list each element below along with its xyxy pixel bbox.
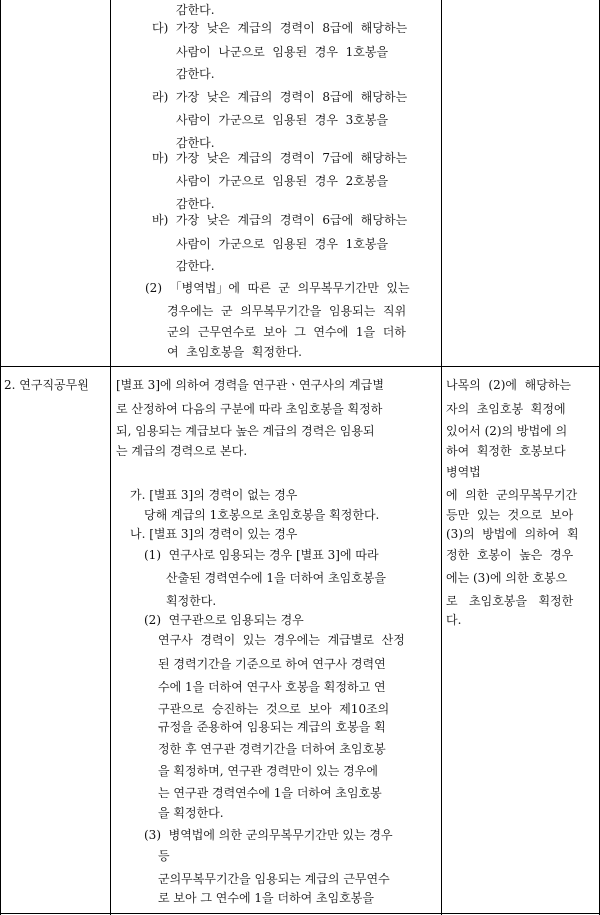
- text-line: 획정한다.: [166, 594, 217, 608]
- row-divider: [0, 366, 600, 367]
- text-line: (2) 「병역법」에 따른 군 의무복무기간만 있는: [145, 281, 410, 295]
- text-line: (3) 병역법에 의한 군의무복무기간만 있는 경우: [144, 828, 393, 842]
- text-line: 있어서 (2)의 방법에 의: [446, 424, 568, 438]
- text-line: 수에 1을 더하여 연구사 호봉을 획정하고 연: [158, 680, 386, 694]
- text-line: 사람이 가군으로 임용된 경우 1호봉을: [176, 237, 389, 251]
- text-line: 바) 가장 낮은 계급의 경력이 6급에 해당하는: [152, 213, 408, 227]
- text-line: 정한 후 연구관 경력기간을 더하여 초임호봉: [158, 742, 386, 756]
- text-line: 나목의 (2)에 해당하는: [446, 378, 571, 392]
- text-line: 군의무복무기간을 임용되는 계급의 근무연수: [158, 872, 390, 886]
- text-line: [별표 3]에 의하여 경력을 연구관ㆍ연구사의 계급별: [116, 378, 384, 392]
- text-line: 로 보아 그 연수에 1을 더하여 초임호봉을: [158, 891, 374, 905]
- text-line: 감한다.: [176, 136, 215, 150]
- text-line: 연구사 경력이 있는 경우에는 계급별로 산정: [158, 633, 405, 647]
- text-line: 된 경력기간을 기준으로 하여 연구사 경력연: [158, 657, 386, 671]
- text-line: 라) 가장 낮은 계급의 경력이 8급에 해당하는: [152, 90, 408, 104]
- text-line: 정한 호봉이 높은 경우: [446, 548, 574, 562]
- table-left-border: [0, 0, 1, 915]
- text-line: 구관으로 승진하는 것으로 보아 제10조의: [158, 702, 390, 716]
- text-line: 가. [별표 3]의 경력이 없는 경우: [130, 488, 298, 502]
- text-line: 에 의한 군의무복무기간: [446, 488, 578, 502]
- text-line: 나. [별표 3]의 경력이 있는 경우: [130, 527, 298, 541]
- column-divider-1: [110, 0, 111, 915]
- text-line: (2) 연구관으로 임용되는 경우: [144, 613, 304, 627]
- text-line: 등만 있는 것으로 보아: [446, 508, 574, 522]
- text-line: 감한다.: [176, 197, 215, 211]
- text-line: 사람이 가군으로 임용된 경우 2호봉을: [176, 174, 389, 188]
- text-line: 되, 임용되는 계급보다 높은 계급의 경력은 임용되: [116, 424, 375, 438]
- text-line: 다.: [446, 613, 462, 627]
- text-line: 다) 가장 낮은 계급의 경력이 8급에 해당하는: [152, 21, 408, 35]
- text-line: 로 초임호봉을 획정한: [446, 594, 574, 608]
- text-line: 로 산정하여 다음의 구분에 따라 초임호봉을 획정하: [116, 402, 383, 416]
- table-bottom-border: [0, 913, 600, 914]
- text-line: 하여 획정한 호봉보다: [446, 444, 566, 458]
- text-line: 마) 가장 낮은 계급의 경력이 7급에 해당하는: [152, 151, 408, 165]
- text-line: 사람이 가군으로 임용된 경우 3호봉을: [176, 113, 389, 127]
- text-line: 규정을 준용하여 임용되는 계급의 호봉을 획: [158, 720, 386, 734]
- text-line: 는 계급의 경력으로 본다.: [116, 444, 248, 458]
- text-line: 에는 (3)에 의한 호봉으: [446, 571, 568, 585]
- text-line: (3)의 방법에 의하여 획: [446, 527, 579, 541]
- text-line: 는 연구관 경력연수에 1을 더하여 초임호봉: [158, 786, 382, 800]
- text-line: 사람이 나군으로 임용된 경우 1호봉을: [176, 45, 389, 59]
- text-line: 여 초임호봉을 획정한다.: [167, 345, 302, 359]
- category-label: 2. 연구직공무원: [4, 378, 89, 392]
- text-line: 산출된 경력연수에 1을 더하여 초임호봉을: [166, 571, 386, 585]
- text-line: 당해 계급의 1호봉으로 초임호봉을 획정한다.: [144, 508, 380, 522]
- text-line: 을 획정하며, 연구관 경력만이 있는 경우에: [158, 764, 378, 778]
- text-line: 을 획정한다.: [158, 806, 224, 820]
- text-line: 경우에는 군 의무복무기간을 임용되는 직위: [167, 304, 407, 318]
- text-line: 등: [158, 849, 170, 863]
- text-line: 감한다.: [176, 67, 215, 81]
- text-line: 자의 초임호봉 획정에: [446, 402, 566, 416]
- column-divider-2: [441, 0, 442, 915]
- text-line: 감한다.: [176, 259, 215, 273]
- text-line: 감한다.: [176, 3, 215, 17]
- text-line: 병역법: [446, 465, 481, 479]
- text-line: 군의 근무연수로 보아 그 연수에 1을 더하: [167, 325, 406, 339]
- text-line: (1) 연구사로 임용되는 경우 [별표 3]에 따라: [144, 548, 379, 562]
